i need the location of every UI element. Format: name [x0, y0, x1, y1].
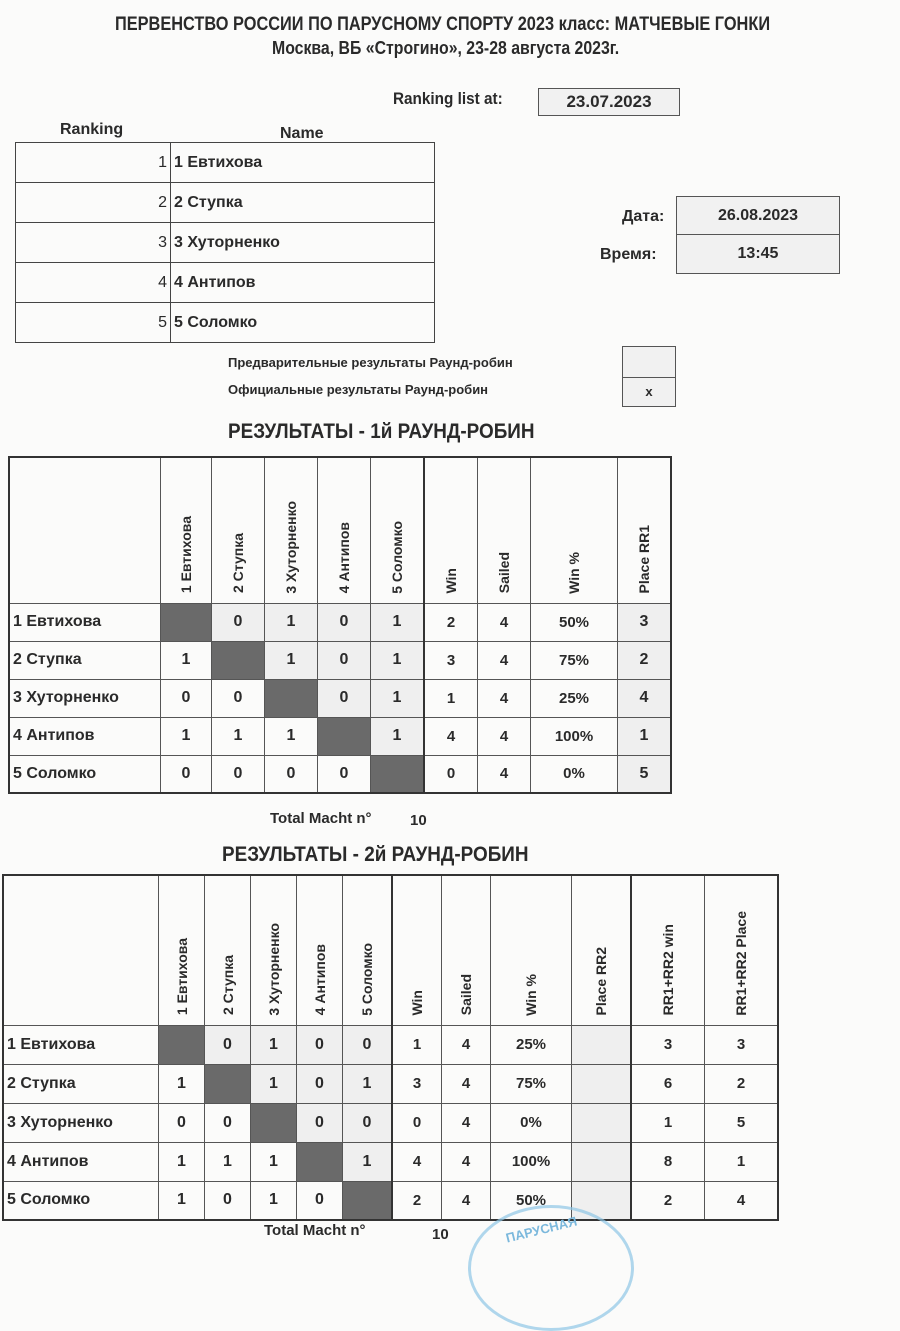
date-value: 26.08.2023	[676, 196, 840, 236]
match-result-cell: 1	[265, 641, 318, 679]
rr1-row	[9, 603, 671, 641]
ranking-column-header: Ranking	[60, 121, 124, 138]
ranking-number: 3	[16, 223, 171, 263]
date-label: Дата:	[622, 208, 665, 225]
name-column-header: Name	[280, 125, 324, 142]
competitor-name: 4 Антипов	[3, 1142, 159, 1181]
document-title: ПЕРВЕНСТВО РОССИИ ПО ПАРУСНОМУ СПОРТУ 2023 класс: МАТЧЕВЫЕ ГОНКИ	[115, 14, 771, 35]
match-result-cell: 0	[212, 679, 265, 717]
wins-cell: 1	[392, 1025, 442, 1064]
rr1-row	[9, 679, 671, 717]
wins-cell: 4	[424, 717, 478, 755]
place-cell: 2	[618, 641, 672, 679]
match-result-cell: 1	[343, 1142, 393, 1181]
match-result-cell: 0	[265, 755, 318, 793]
rr2-column-header	[491, 875, 572, 1025]
place-cell	[572, 1142, 632, 1181]
match-result-cell: 1	[371, 679, 425, 717]
column-header-text: Win %	[566, 551, 582, 594]
match-result-cell: 0	[343, 1025, 393, 1064]
time-value: 13:45	[676, 234, 840, 274]
self-match-cell	[371, 755, 425, 793]
place-cell	[572, 1025, 632, 1064]
place-cell: 4	[618, 679, 672, 717]
wins-cell: 3	[392, 1064, 442, 1103]
total-place-cell: 4	[705, 1181, 779, 1220]
rr1-row	[9, 641, 671, 679]
place-cell: 1	[618, 717, 672, 755]
rr2-column-header	[442, 875, 491, 1025]
win-percent-cell: 100%	[531, 717, 618, 755]
match-result-cell: 0	[205, 1025, 251, 1064]
wins-cell: 1	[424, 679, 478, 717]
ranking-list-date: 23.07.2023	[538, 88, 680, 116]
column-header-text: Sailed	[496, 552, 512, 594]
match-result-cell: 1	[265, 717, 318, 755]
place-cell: 5	[618, 755, 672, 793]
rr1-column-header	[618, 457, 672, 603]
column-header-text: 3 Хуторненко	[265, 922, 282, 1016]
self-match-cell	[318, 717, 371, 755]
rr2-header-row	[3, 875, 778, 1025]
rr2-column-header	[705, 875, 779, 1025]
self-match-cell	[205, 1064, 251, 1103]
competitor-name: 1 Евтихова	[3, 1025, 159, 1064]
ranking-name: 3 Хуторненко	[171, 223, 435, 263]
match-result-cell: 1	[161, 641, 212, 679]
rr1-column-header	[424, 457, 478, 603]
rr2-column-header	[205, 875, 251, 1025]
rr1-column-header	[265, 457, 318, 603]
preliminary-results-label: Предварительные результаты Раунд-робин	[228, 355, 513, 370]
sailed-cell: 4	[478, 603, 531, 641]
rr2-column-header	[572, 875, 632, 1025]
match-result-cell: 0	[161, 679, 212, 717]
match-result-cell: 1	[251, 1064, 297, 1103]
total-place-cell: 2	[705, 1064, 779, 1103]
rr2-total-value: 10	[432, 1226, 449, 1243]
sailed-cell: 4	[442, 1142, 491, 1181]
rr1-header-row	[9, 457, 671, 603]
competitor-name: 3 Хуторненко	[3, 1103, 159, 1142]
rr1-row	[9, 755, 671, 793]
rr1-corner	[9, 457, 161, 603]
official-results-label: Официальные результаты Раунд-робин	[228, 382, 489, 397]
sailed-cell: 4	[442, 1181, 491, 1220]
column-header-text: Place RR1	[636, 525, 652, 594]
column-header-text: 1 Евтихова	[178, 516, 194, 594]
win-percent-cell: 0%	[531, 755, 618, 793]
ranking-row	[16, 223, 435, 263]
ranking-row	[16, 183, 435, 223]
match-result-cell: 1	[159, 1181, 205, 1220]
competitor-name: 1 Евтихова	[9, 603, 161, 641]
rr2-title: РЕЗУЛЬТАТЫ - 2й РАУНД-РОБИН	[222, 843, 529, 866]
ranking-name: 4 Антипов	[171, 263, 435, 303]
column-header-text: 2 Ступка	[230, 533, 246, 594]
rr2-column-header	[392, 875, 442, 1025]
rr2-corner	[3, 875, 159, 1025]
match-result-cell: 0	[205, 1103, 251, 1142]
column-header-text: RR1+RR2 Place	[733, 910, 749, 1016]
total-wins-cell: 3	[631, 1025, 705, 1064]
match-result-cell: 1	[371, 641, 425, 679]
match-result-cell: 0	[212, 755, 265, 793]
ranking-row	[16, 303, 435, 343]
match-result-cell: 1	[371, 717, 425, 755]
ranking-number: 1	[16, 143, 171, 183]
match-result-cell: 0	[318, 641, 371, 679]
sailed-cell: 4	[442, 1025, 491, 1064]
match-result-cell: 0	[212, 603, 265, 641]
rr1-column-header	[161, 457, 212, 603]
rr1-total-label: Total Macht n°	[270, 810, 372, 827]
competitor-name: 5 Соломко	[3, 1181, 159, 1220]
total-place-cell: 5	[705, 1103, 779, 1142]
rr1-row	[9, 717, 671, 755]
ranking-row	[16, 263, 435, 303]
preliminary-results-checkbox	[622, 346, 676, 378]
column-header-text: 4 Антипов	[336, 522, 352, 594]
match-result-cell: 1	[265, 603, 318, 641]
match-result-cell: 0	[318, 603, 371, 641]
total-place-cell: 1	[705, 1142, 779, 1181]
match-result-cell: 0	[318, 755, 371, 793]
match-result-cell: 1	[343, 1064, 393, 1103]
rr2-column-header	[631, 875, 705, 1025]
ranking-list-label: Ranking list at:	[393, 89, 503, 108]
win-percent-cell: 75%	[531, 641, 618, 679]
column-header-text: 5 Соломко	[359, 942, 375, 1016]
rr2-column-header	[159, 875, 205, 1025]
ranking-row	[16, 143, 435, 183]
official-results-checkbox: x	[622, 377, 676, 407]
column-header-text: Win	[443, 567, 459, 594]
self-match-cell	[212, 641, 265, 679]
ranking-table	[15, 142, 435, 343]
win-percent-cell: 0%	[491, 1103, 572, 1142]
match-result-cell: 1	[205, 1142, 251, 1181]
match-result-cell: 0	[297, 1064, 343, 1103]
rr2-row	[3, 1103, 778, 1142]
match-result-cell: 0	[343, 1103, 393, 1142]
self-match-cell	[343, 1181, 393, 1220]
stamp-text: ПАРУСНАЯ	[504, 1213, 579, 1246]
wins-cell: 3	[424, 641, 478, 679]
ranking-number: 4	[16, 263, 171, 303]
match-result-cell: 0	[161, 755, 212, 793]
self-match-cell	[159, 1025, 205, 1064]
place-cell	[572, 1064, 632, 1103]
ranking-name: 2 Ступка	[171, 183, 435, 223]
ranking-number: 5	[16, 303, 171, 343]
wins-cell: 0	[424, 755, 478, 793]
column-header-text: 4 Антипов	[311, 944, 328, 1016]
sailed-cell: 4	[478, 717, 531, 755]
competitor-name: 2 Ступка	[3, 1064, 159, 1103]
sailed-cell: 4	[478, 755, 531, 793]
ranking-name: 5 Соломко	[171, 303, 435, 343]
match-result-cell: 1	[251, 1142, 297, 1181]
column-header-text: RR1+RR2 win	[660, 924, 676, 1016]
ranking-name: 1 Евтихова	[171, 143, 435, 183]
place-cell: 3	[618, 603, 672, 641]
match-result-cell: 1	[251, 1181, 297, 1220]
wins-cell: 4	[392, 1142, 442, 1181]
rr1-title: РЕЗУЛЬТАТЫ - 1й РАУНД-РОБИН	[228, 420, 535, 443]
rr2-total-label: Total Macht n°	[264, 1222, 366, 1239]
wins-cell: 2	[424, 603, 478, 641]
column-header-text: 1 Евтихова	[173, 938, 190, 1016]
rr1-column-header	[478, 457, 531, 603]
column-header-text: Win	[409, 989, 425, 1016]
total-wins-cell: 8	[631, 1142, 705, 1181]
rr2-row	[3, 1025, 778, 1064]
self-match-cell	[251, 1103, 297, 1142]
column-header-text: 3 Хуторненко	[283, 500, 299, 594]
total-wins-cell: 6	[631, 1064, 705, 1103]
rr2-row	[3, 1064, 778, 1103]
competitor-name: 3 Хуторненко	[9, 679, 161, 717]
total-wins-cell: 1	[631, 1103, 705, 1142]
sailed-cell: 4	[442, 1064, 491, 1103]
win-percent-cell: 25%	[491, 1025, 572, 1064]
rr2-column-header	[343, 875, 393, 1025]
self-match-cell	[265, 679, 318, 717]
self-match-cell	[161, 603, 212, 641]
sailed-cell: 4	[442, 1103, 491, 1142]
rr1-total-value: 10	[410, 812, 427, 829]
wins-cell: 0	[392, 1103, 442, 1142]
place-cell	[572, 1103, 632, 1142]
match-result-cell: 1	[161, 717, 212, 755]
column-header-text: Win %	[523, 973, 539, 1016]
rr2-column-header	[251, 875, 297, 1025]
rr2-row	[3, 1181, 778, 1220]
self-match-cell	[297, 1142, 343, 1181]
rr1-column-header	[371, 457, 425, 603]
competitor-name: 4 Антипов	[9, 717, 161, 755]
rr2-row	[3, 1142, 778, 1181]
match-result-cell: 0	[159, 1103, 205, 1142]
match-result-cell: 0	[297, 1103, 343, 1142]
match-result-cell: 0	[297, 1181, 343, 1220]
rr1-results-table	[8, 456, 672, 794]
competitor-name: 5 Соломко	[9, 755, 161, 793]
document-subtitle: Москва, ВБ «Строгино», 23-28 августа 2023г.	[272, 38, 620, 58]
match-result-cell: 0	[297, 1025, 343, 1064]
win-percent-cell: 75%	[491, 1064, 572, 1103]
competitor-name: 2 Ступка	[9, 641, 161, 679]
total-place-cell: 3	[705, 1025, 779, 1064]
win-percent-cell: 50%	[491, 1181, 572, 1220]
column-header-text: 2 Ступка	[219, 955, 236, 1016]
rr1-column-header	[212, 457, 265, 603]
ranking-number: 2	[16, 183, 171, 223]
rr1-column-header	[531, 457, 618, 603]
match-result-cell: 1	[159, 1064, 205, 1103]
column-header-text: 5 Соломко	[389, 520, 405, 594]
match-result-cell: 1	[212, 717, 265, 755]
win-percent-cell: 25%	[531, 679, 618, 717]
win-percent-cell: 50%	[531, 603, 618, 641]
win-percent-cell: 100%	[491, 1142, 572, 1181]
time-label: Время:	[600, 246, 657, 263]
rr1-column-header	[318, 457, 371, 603]
rr2-results-table	[2, 874, 779, 1221]
sailed-cell: 4	[478, 641, 531, 679]
wins-cell: 2	[392, 1181, 442, 1220]
match-result-cell: 1	[371, 603, 425, 641]
rr2-column-header	[297, 875, 343, 1025]
match-result-cell: 1	[159, 1142, 205, 1181]
column-header-text: Sailed	[458, 974, 474, 1016]
total-wins-cell: 2	[631, 1181, 705, 1220]
match-result-cell: 1	[251, 1025, 297, 1064]
column-header-text: Place RR2	[593, 947, 609, 1016]
match-result-cell: 0	[205, 1181, 251, 1220]
sailed-cell: 4	[478, 679, 531, 717]
match-result-cell: 0	[318, 679, 371, 717]
